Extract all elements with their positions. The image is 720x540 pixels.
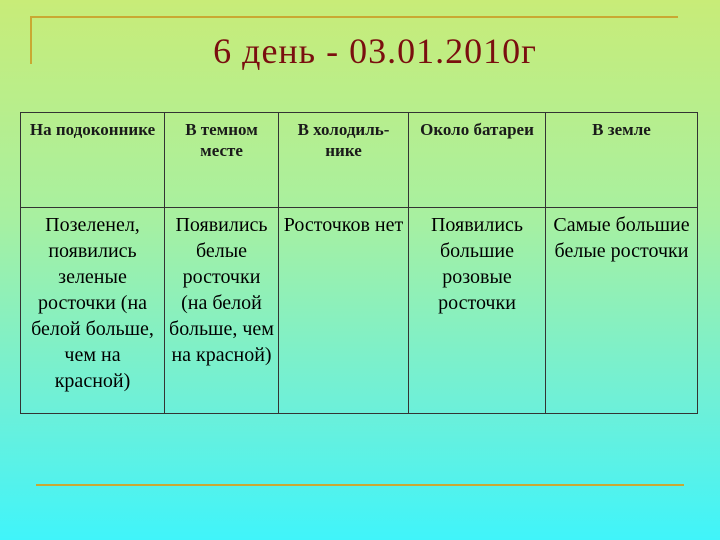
frame-bottom-line xyxy=(36,484,684,486)
table-cell: Позеленел, появились зеленые росточки (на белой больше, чем на красной) xyxy=(21,208,165,414)
table-header-row xyxy=(21,113,698,208)
results-table xyxy=(20,112,698,414)
table-row xyxy=(21,208,698,414)
header-cell: В темном месте xyxy=(165,113,279,208)
page-title: 6 день - 03.01.2010г xyxy=(213,31,537,71)
table-cell: Самые большие белые росточки xyxy=(546,208,698,414)
header-cell: В холодиль-нике xyxy=(279,113,409,208)
table-cell: Росточков нет xyxy=(279,208,409,414)
frame-top-line xyxy=(30,16,678,18)
table-cell: Появились большие розовые росточки xyxy=(409,208,546,414)
header-cell: На подоконнике xyxy=(21,113,165,208)
header-cell: Около батареи xyxy=(409,113,546,208)
header-cell: В земле xyxy=(546,113,698,208)
table-cell: Появились белые росточки (на белой больше, чем на красной) xyxy=(165,208,279,414)
